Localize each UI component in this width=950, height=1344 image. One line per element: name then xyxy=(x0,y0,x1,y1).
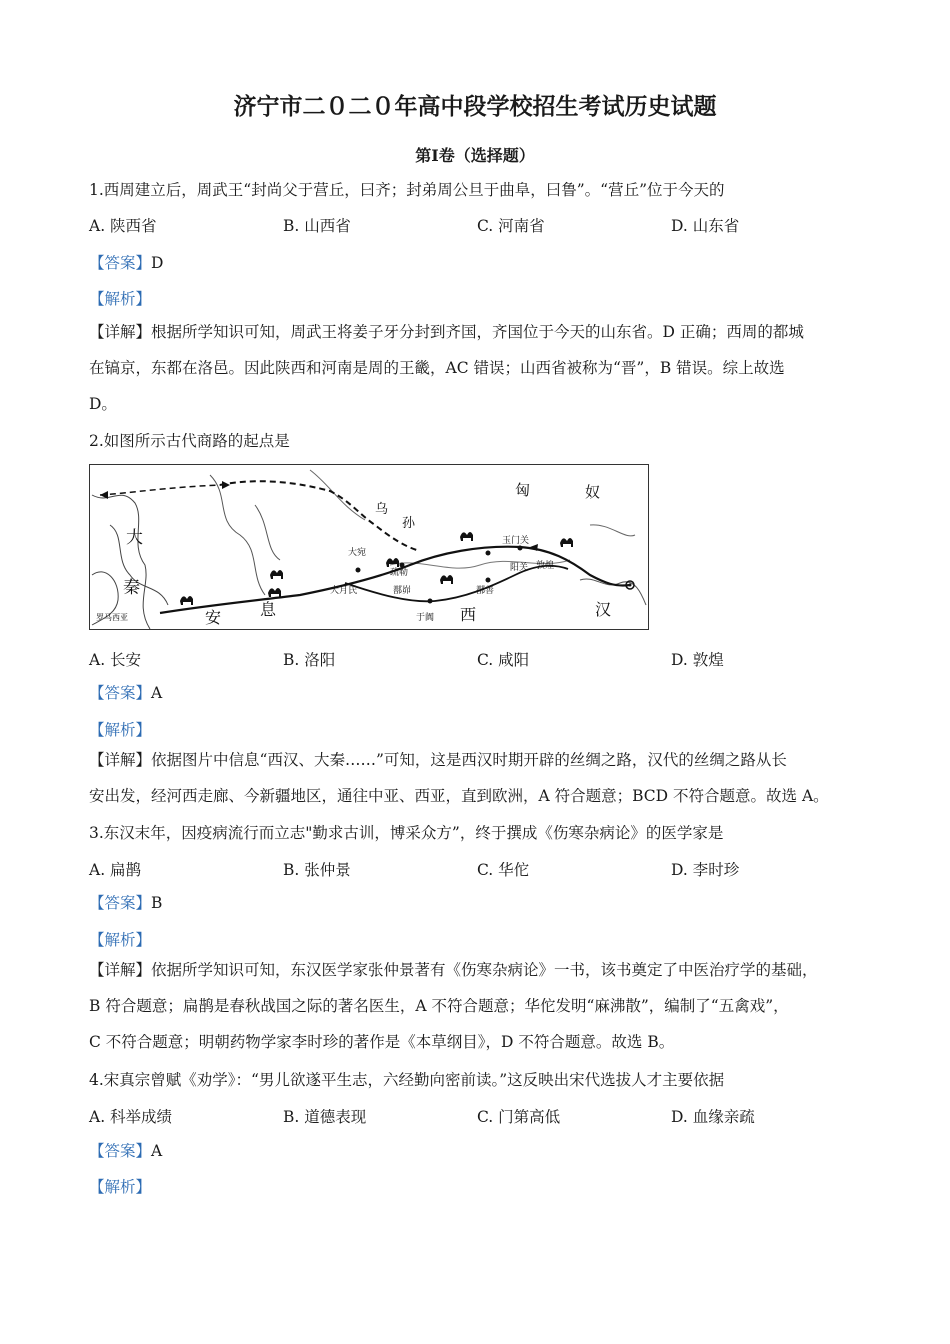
question-4-stem: 4.宋真宗曾赋《劝学》：“男儿欲遂平生志，六经勤向密前读。”这反映出宋代选拔人才主要依据 xyxy=(89,1071,725,1089)
question-3-analysis-label: 【解析】 xyxy=(89,931,152,949)
map-label-da: 大 xyxy=(126,528,143,548)
answer-label: 【答案】 xyxy=(89,684,152,702)
map-label-yumenguan: 玉门关 xyxy=(502,536,530,546)
question-3-option-a[interactable]: A. 扁鹊 xyxy=(89,861,142,879)
detail-label: 【详解】 xyxy=(89,961,152,979)
question-3-stem: 3.东汉末年，因疫病流行而立志"勤求古训，博采众方”，终于撰成《伤寒杂病论》的医学家是 xyxy=(89,824,724,842)
map-label-shule: 疏勒 xyxy=(390,568,409,578)
map-label-xi2: 西 xyxy=(460,605,477,624)
question-4-answer xyxy=(89,1139,162,1161)
question-2-option-b[interactable]: B. 洛阳 xyxy=(283,651,336,669)
map-label-an: 安 xyxy=(205,608,222,627)
map-label-qin: 秦 xyxy=(123,578,140,598)
question-4-option-c[interactable]: C. 门第高低 xyxy=(477,1108,561,1126)
map-label-dayuezhi: 大月氏 xyxy=(330,586,358,596)
silk-road-map xyxy=(89,464,649,630)
detail-line: D。 xyxy=(89,395,117,413)
map-label-yangguan: 阳关 xyxy=(510,563,529,573)
question-2-detail xyxy=(89,742,829,814)
map-label-han: 汉 xyxy=(595,600,612,619)
question-3-answer xyxy=(89,891,162,913)
question-3-option-d[interactable]: D. 李时珍 xyxy=(671,861,740,879)
question-1-detail xyxy=(89,314,804,422)
map-label-wusun-1: 乌 xyxy=(375,502,389,517)
map-label-yutian: 于阗 xyxy=(416,613,435,623)
question-4-option-b[interactable]: B. 道德表现 xyxy=(283,1108,367,1126)
answer-label: 【答案】 xyxy=(89,894,152,912)
detail-line: C 不符合题意；明朝药物学家李时珍的著作是《本草纲目》，D 不符合题意。故选 B。 xyxy=(89,1033,675,1051)
answer-label: 【答案】 xyxy=(89,254,152,272)
detail-label: 【详解】 xyxy=(89,751,152,769)
question-3-option-c[interactable]: C. 华佗 xyxy=(477,861,530,879)
question-1-answer xyxy=(89,251,163,273)
question-1-stem: 1.西周建立后，周武王“封尚父于营丘，曰齐；封弟周公旦于曲阜，曰鲁”。“营丘”位于今天的 xyxy=(89,181,725,199)
question-3-option-b[interactable]: B. 张仲景 xyxy=(283,861,351,879)
question-2-stem: 2.如图所示古代商路的起点是 xyxy=(89,432,290,450)
question-2-answer xyxy=(89,681,162,703)
question-2-analysis-label: 【解析】 xyxy=(89,721,152,739)
question-4-option-d[interactable]: D. 血缘亲疏 xyxy=(671,1108,755,1126)
answer-value: A xyxy=(151,1142,163,1160)
map-label-dunhuang: 敦煌 xyxy=(536,561,555,571)
detail-line: 依据图片中信息“西汉、大秦……”可知，这是西汉时期开辟的丝绸之路，汉代的丝绸之路从长 xyxy=(151,751,787,769)
map-label-yuni: 鄯峁 xyxy=(393,586,412,596)
silk-road-map-drawing xyxy=(90,465,648,629)
detail-line: 依据所学知识可知，东汉医学家张仲景著有《伤寒杂病论》一书，该书奠定了中医治疗学的基础， xyxy=(151,961,818,979)
detail-line: 安出发，经河西走廊、今新疆地区，通往中亚、西亚，直到欧洲，A 符合题意；BCD 不符合题意。故选 A。 xyxy=(89,787,829,805)
detail-label: 【详解】 xyxy=(89,323,152,341)
detail-line: 根据所学知识可知，周武王将姜子牙分封到齐国，齐国位于今天的山东省。D 正确；西周的都城 xyxy=(151,323,804,341)
detail-line: B 符合题意；扁鹊是春秋战国之际的著名医生，A 不符合题意；华佗发明“麻沸散”，编制了“五禽戏”， xyxy=(89,997,789,1015)
map-label-shanshan: 鄯善 xyxy=(476,586,495,596)
question-1-option-d[interactable]: D. 山东省 xyxy=(671,217,740,235)
answer-value: D xyxy=(151,254,164,272)
answer-value: B xyxy=(151,894,163,912)
question-3-detail xyxy=(89,952,818,1060)
question-1-option-b[interactable]: B. 山西省 xyxy=(283,217,351,235)
map-label-luoma: 罗马西亚 xyxy=(96,613,128,622)
answer-value: A xyxy=(151,684,163,702)
map-label-wusun-2: 孙 xyxy=(402,516,416,531)
page-title: 济宁市二０二０年高中段学校招生考试历史试题 xyxy=(233,93,717,120)
section-title: 第Ⅰ卷（选择题） xyxy=(415,146,535,165)
question-2-option-d[interactable]: D. 敦煌 xyxy=(671,651,724,669)
map-label-dawan: 大宛 xyxy=(348,548,367,558)
detail-line: 在镐京，东都在洛邑。因此陕西和河南是周的王畿，AC 错误；山西省被称为“晋”，B 错误。综上故选 xyxy=(89,359,785,377)
map-label-xiongnu-2: 奴 xyxy=(585,483,601,501)
answer-label: 【答案】 xyxy=(89,1142,152,1160)
question-2-option-c[interactable]: C. 咸阳 xyxy=(477,651,530,669)
map-label-xi: 息 xyxy=(260,600,277,619)
question-4-analysis-label: 【解析】 xyxy=(89,1178,152,1196)
question-1-option-a[interactable]: A. 陕西省 xyxy=(89,217,157,235)
question-1-option-c[interactable]: C. 河南省 xyxy=(477,217,545,235)
question-2-option-a[interactable]: A. 长安 xyxy=(89,651,142,669)
map-label-xiongnu-1: 匈 xyxy=(515,481,531,499)
question-1-analysis-label: 【解析】 xyxy=(89,290,152,308)
question-4-option-a[interactable]: A. 科举成绩 xyxy=(89,1108,173,1126)
